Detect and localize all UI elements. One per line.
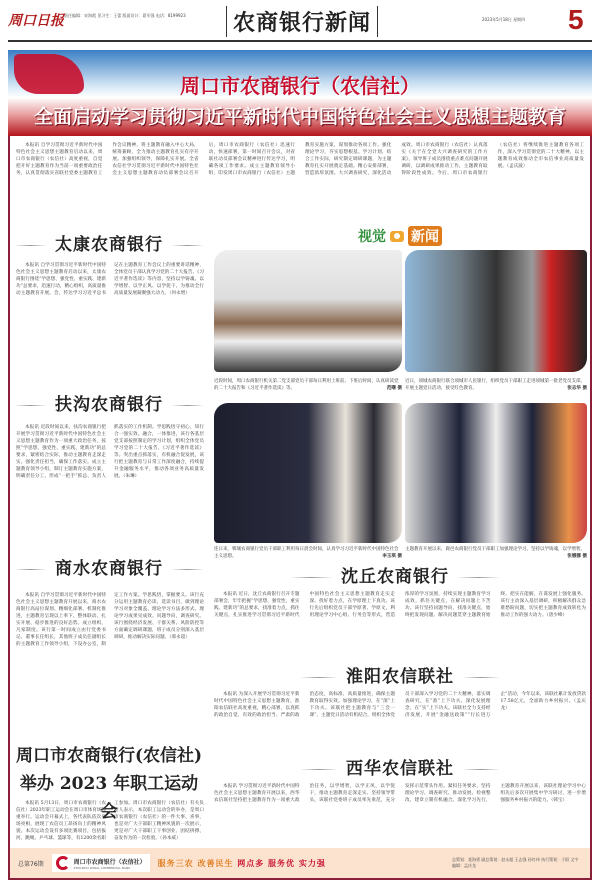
article-head-shenqiu: 沈丘农商银行 [290, 566, 500, 588]
article-head-taikang: 太康农商银行 [14, 234, 204, 256]
footer-bar [10, 848, 590, 878]
caption-text: 近日，项城农商银行联合项城市人民银行，组织党员干部职工走进项城第一批老党员支部，开展主题党日活动，接受红色教育。 [405, 379, 585, 391]
caption-text: 连日来，郸城农商银行党员干部职工利用每日晨会时间，认真学习习近平新时代中国特色社会主义思想。 [214, 547, 399, 559]
caption-text: 主题教育开展以来，鹿邑农商银行党员干部职工加强理论学习，坚持以学铸魂，以学增智。 [405, 547, 585, 552]
article-body-fugou: 本报讯 近段时间以来，扶沟农商银行把开展学习贯彻习近平新时代中国特色社会主义思想主题教育作为一项重大政治任务，按照“学思想、强党性、重实践、建新功”的总要求，紧密结合实际，推动主题教育走深走实。强化责任担当，确保工作落实。成立主题教育领导小组，制订主题教育实施方案，明确责任分工，形成“一把手”抓总、负责人抓落实的工作机制。学思践悟守初心，知行合一强实效。融合，一体推进，该行各基层党支部按照制定的学习计划，组织全体党员学习党的二十大报告、《习近平著作选读》等。突出重点抓落实，有机融合促发展，该行把主题教育与日常工作深度融合，持续提升金融服务水平，推动各项业务高质量发展。（朱琳） [16, 425, 204, 479]
slogan-part1: 服务三农 改善民生 [157, 858, 234, 868]
slogan [158, 858, 326, 869]
slogan-part2: 网点多 服务优 实力强 [237, 858, 326, 868]
article-head-shangshui: 商水农商银行 [14, 558, 204, 580]
visual-news-label [215, 226, 585, 246]
photo-caption-2 [405, 378, 587, 394]
photo-meeting-study [214, 250, 402, 372]
camera-icon [390, 231, 404, 242]
newspaper-logo: 周口日报 [8, 13, 64, 29]
issue-date: 2023年5月18日 星期四 [482, 17, 526, 22]
planning-credits: 总策划：聂海勇 副总策划：赵永超 王志强 孙红伟 执行策划：于阳 文字编辑：孟庆龙 [452, 857, 579, 868]
editor-credits: 责任编辑：宋海霞 见习生：王蕾 版面设计：葛军强 电话：8199923 [64, 13, 186, 18]
news-label: 新闻 [408, 226, 442, 246]
article-body-taikang: 本报讯 自学习贯彻习近平新时代中国特色社会主义思想主题教育启动以来，太康农商银行围绕“学思想、强党性、重实践、建新功”总要求，迅速行动，精心组织，高质量推动主题教育开展。会，传达学习习近平总书记在主题教育工作会议上的重要讲话精神，全体党员干部认真学习党的二十大报告、《习近平著作选读》等内容，坚持以学铸魂、以学增智、以学正风、以学促干，为推动全行高质量发展凝聚强大动力。（何永增） [16, 263, 204, 296]
article-head-xihua: 西华农信联社 [300, 758, 500, 780]
visual-label: 视觉 [358, 229, 386, 245]
photo-caption-1 [214, 378, 402, 394]
photo-credit: 张娜娜 摄 [567, 554, 587, 559]
page-number: 5 [568, 4, 584, 35]
article-body-shenqiu: 本报讯 近日，沈丘农商银行召开专题部署会，牢牢把握“学思想、强党性、重实践、建新功”的总要求，找准着力点，抓住关键点，扎实推进学习贯彻习近平新时代中国特色社会主义思想主题教育走实走深。找好着力点，在学原理上下真功。该行先后组织党员干部学原著、学原文，利用理论学习中心组、行务会等形式，营造浓厚的学习氛围，持续实现主题教育学习成效。抓住关键点，在解决问题上下苦功。该行坚持问题导向，找准关键点，始终把发现问题、解决问题贯穿主题教育始终。把实在能解，在谋发展上强化服务。该行主动深入基层调研，积极解决群众急难愁盼问题，切实把主题教育成效转化为推动工作的强大动力。（唐少峰） [214, 592, 586, 618]
headline-line1: 周口市农商银行（农信社） [180, 74, 420, 98]
sports-meet-title-line2: 举办 2023 年职工运动会 [19, 774, 199, 822]
bank-logo-english: ZHOUKOU RURAL COMMERCIAL BANK [73, 865, 131, 870]
photo-credit: 范曙 摄 [386, 386, 402, 391]
photo-staff-reading [405, 403, 587, 543]
article-head-fugou: 扶沟农商银行 [14, 394, 204, 416]
issue-number: 总第76期 [18, 860, 44, 868]
article-body-huaiyang: 本报讯 为深入开展学习贯彻习近平新时代中国特色社会主义思想主题教育，淮阳农信联社高度重视，精心部署，以真抓的政治自觉、有效的政治担当、严肃的政治态度，高标准、高质量推进，确保主题教育取得实效。加强理论学习，在“深”上下功夫。该联社把主题教育与“三会一课”、主题党日活动有机结合，组织全体党员干部深入学习党的二十大精神。落实调查研究，在“准”上下功夫。深化发展理念，在“实”上下功夫。该联社全力支持经济发展，开展“金融送政策”“行长进万企”活动，今年以来，该联社累计发放贷款17.58亿元，全面助力乡村振兴。（孟庆龙） [214, 692, 586, 718]
article-body-xihua: 本报讯 学习贯彻习近平新时代中国特色社会主义思想主题教育开展以来，西华农信联社坚持把主题教育作为一项重大政治任务，以学增智，以学正风，以学促干，推动主题教育走深走实。坚持领导带头，该联社党委班子成员率先垂范，充分发挥示范带头作用。紧扣任务要求，坚持理论学习、调查研究、推动发展、检视整改、建章立制有机融合。深化学习先行，主题教育开展以来，该联社理论学习中心组先后多次开展集中学习研讨，进一步增强服务乡村振兴的能力。（韩宝） [214, 784, 586, 803]
sports-meet-title-line1: 周口市农商银行(农信社) [15, 746, 203, 766]
bank-logo-icon [56, 856, 70, 870]
sports-meet-body: 本报讯 5月13日，周口市农商银行（农信社）2023年职工运动会在周口市体育场隆重举行。运动会开幕式上，各代表队依次登场亮相，展现了农信员工昂扬向上的精神风貌。本次运动会设有多项比赛项目，包括拔河、跳绳、乒乓球、篮球等，有1200余名职工参加。周口市农商银行（农信社）有关负责人表示，本次职工运动会的举办，是周口市农商银行（农信社）的一件大事、喜事，也是对广大干部职工精神风貌的一次展示，更是对广大干部职工干事创业、团结拼搏、奋发作为的一次检验。（孙本威） [16, 801, 204, 841]
article-body-shangshui: 本报讯 自学习贯彻习近平新时代中国特色社会主义思想主题教育开展以来，商水农商银行高站位谋划、精细化部署、机制化推进，主题教育呈现以上率下、整体联动、扎实开展、稳步推进的良好态势。成立组织，凡家制度。该行第一时间成立由行党委书记、董事长任组长，其他班子成员任副组长的主题教育工作领导小组，下设办公室，制定工作方案。学思践悟，掌握要义。该行充分运用主题教育必读、选读书目，做到理论学习对象全覆盖、理论学习方法多形式、理论学习成果见成效。问题导向，调查研究。该行围绕经济发展、干群关系、风险防控等方面确定调研课题，班子成员分别深入基层调研，推动解决实际问题。（邢永超） [16, 593, 204, 647]
article-head-huaiyang: 淮阳农信联社 [300, 666, 500, 688]
photo-caption-3 [214, 546, 402, 562]
photo-credit: 李玉琪 摄 [382, 554, 402, 559]
intro-article-body: 本报讯 自学习贯彻习近平新时代中国特色社会主义思想主题教育启动以来，周口市农商银行（农信社）高度重视，自觉把开好主题教育作为当前一项重要政治任务，认真贯彻落实省联社党委主题教育工作会议精神，将主题教育融入中心大局，统筹兼顾，全力推动主题教育扎实有序开展。加强组织领导，保障扎实开展。全省农信社学习贯彻习近平新时代中国特色社会主义思想主题教育动员部署会议召开后，周口市农商银行（农信社）迅速行动，快速部署，第一时间召开会议，对省联社动员部署会议精神进行传达学习，明确各项工作要求。成立主题教育领导小组，印发周口市农商银行（农信社）主题教育实施方案，谋划推动各项工作。强化理论学习，夯实思想根基。学习计划，结合工作实际，研究制定调研课题，为主题教育扎实开展奠定基础。精心安排部署，营造浓厚氛围。大兴调查研究，深化活动成效。周口市农商银行（农信社）认真落实《关于在全党大兴调查研究的工作方案》，领导班子成员围绕重点难点问题开展调研，以调研成果推动工作，主题教育取得阶段性成效。今后，周口市农商银行（农信社）将继续推进主题教育各项工作，深入学习贯彻党的二十大精神，以主题教育成效推动全市农信事业高质量发展。（孟庆波） [16, 143, 584, 176]
bank-logo [52, 854, 150, 872]
header-divider [8, 40, 592, 42]
photo-morning-meeting [214, 403, 402, 543]
section-title: 农商银行新闻 [226, 6, 378, 37]
photo-credit: 张志华 摄 [567, 386, 587, 391]
headline-line2: 全面启动学习贯彻习近平新时代中国特色社会主义思想主题教育 [33, 106, 566, 128]
headline-banner [8, 50, 592, 136]
bank-logo-text: 周口市农商银行（农信社） [73, 858, 146, 866]
photo-red-education-visit [405, 250, 587, 372]
photo-caption-4 [405, 546, 587, 562]
caption-text: 近段时间，周口农商银行机关第二党支部党员干部每日利用上班前、下班后时间，认真研读党的二十大报告和《习近平著作选读》等。 [214, 379, 399, 391]
